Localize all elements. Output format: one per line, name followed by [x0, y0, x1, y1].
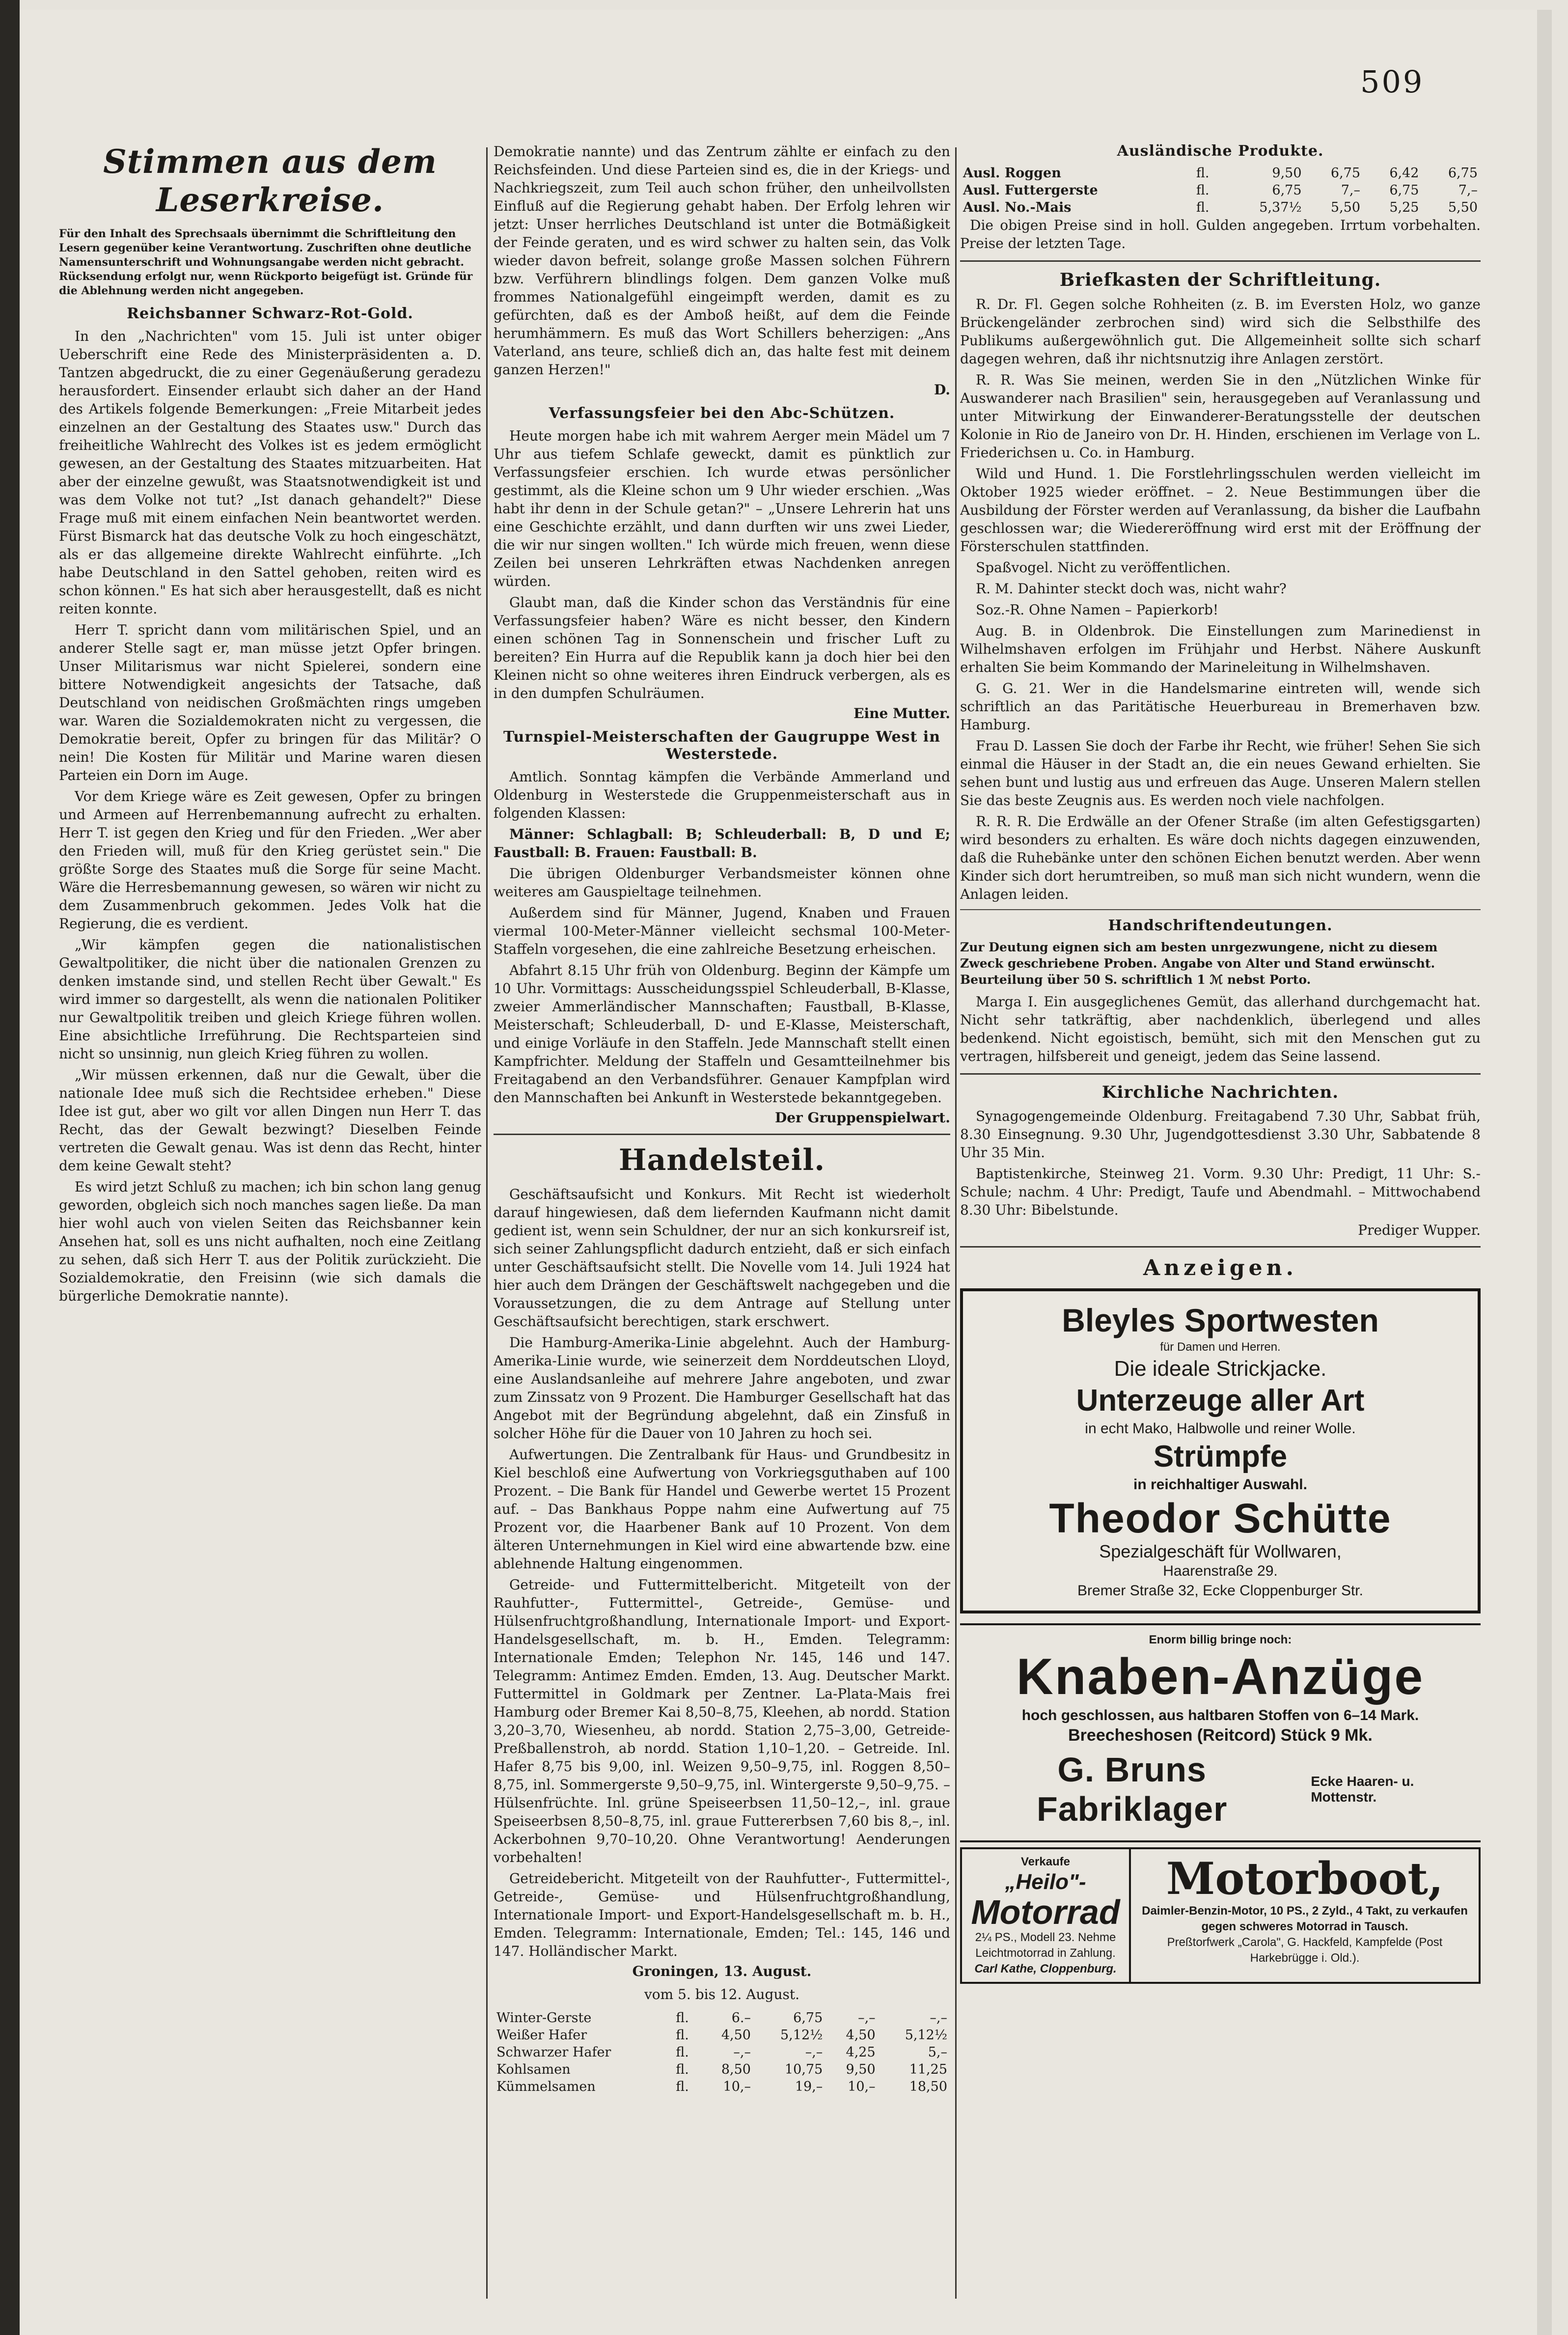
handwriting-note: Zur Deutung eignen sich am besten unrgezwungene, nicht zu diesem Zweck geschriebene Proben. Angabe von Alter und Stand erwünscht. Beurteilung über 50 S. schriftlich 1 ℳ nebst Porto.: [960, 940, 1438, 987]
ad-headline: Motorrad: [971, 1893, 1120, 1931]
ad-brand-name: Theodor Schütte: [1049, 1495, 1392, 1541]
handwriting-entry: Marga I. Ein ausgeglichenes Gemüt, das allerhand durchgemacht hat. Nicht sehr tatkräftig, aber nachdenklich, überlegend und alles bedenkend. Nicht egoistisch, bemüht, sich mit den Menschen gut zu vertragen, hilfsbereit und geneigt, jedem das Seine lassend.: [960, 994, 1481, 1064]
mailbox-entry: R. R. R. Die Erdwälle an der Ofener Straße (im alten Gefestigsgarten) wird besonders zu erhalten. Es wäre doch nichts dagegen einzuwenden, daß die Ruhebänke unter den schönen Eichen benutzt werden. Aber wenn Kinder sich dort herumtreiben, so muß man sich nicht wundern, wenn die Anlagen leiden.: [960, 813, 1481, 902]
article-paragraph: Es wird jetzt Schluß zu machen; ich bin schon lang genug geworden, obgleich sich noch manches sagen ließe. Da man hier wohl auch von vielen Seiten das Reichsbanner kein Ansehen hat, soll es uns nicht aufhalten, noch eine Zeitlang zu sehen, daß sich Herr T. aus der Politik zurückzieht. Die Sozialdemokratie, den Freisinn (wie sich damals die bürgerliche Demokratie nannte).: [59, 1179, 481, 1304]
signature: Der Gruppenspielwart.: [774, 1110, 950, 1126]
table-cell: Ausl. Futtergerste: [963, 183, 1098, 198]
article-paragraph: Männer: Schlagball: B; Schleuderball: B, D und E; Faustball: B. Frauen: Faustball: B.: [494, 826, 950, 861]
table-row: [494, 2027, 950, 2044]
table-cell: 6,75: [1272, 183, 1302, 198]
section-title-handelsteil: Handelsteil.: [618, 1143, 825, 1177]
article-paragraph: „Wir müssen erkennen, daß nur die Gewalt, über die nationale Idee muß sich die Rechtsidee erheben." Diese Idee ist gut, aber wo gilt vor allen Dingen nun Herr T. das Recht, das der Gewalt bezwingt? Dieselben Feinde vertreten die Gewalt genau. Was ist denn das Recht, hinter dem keine Gewalt steht?: [59, 1067, 481, 1174]
article-paragraph: In den „Nachrichten" vom 15. Juli ist unter obiger Ueberschrift eine Rede des Ministerpräsidenten a. D. Tantzen abgedruckt, die zu einer Gegenäußerung geradezu herausfordert. Einsender erlaubt sich daher an der Hand des Artikels folgende Bemerkungen: „Freie Mitarbeit jedes einzelnen an der Gestaltung des Staates usw." Durch das freiheitliche Wahlrecht des Volkes ist es jedem ermöglicht gewesen, an der Gestaltung des Staates mitzuarbeiten. Hat aber der einzelne gewußt, was Staatsnotwendigkeit ist und was dem Volke not tut? „Ist danach gehandelt?" Diese Frage muß mit einem einfachen Nein beantwortet werden. Fürst Bismarck hat das deutsche Volk zu hoch eingeschätzt, als er das allgemeine direkte Wahlrecht einführte. „Ich habe Deutschland in den Sattel gehoben, reiten wird es schon können." Es hat sich aber herausgestellt, daß es nicht reiten konnte.: [59, 328, 481, 617]
mailbox-entry: G. G. 21. Wer in die Handelsmarine eintreten will, wende sich schriftlich an das Paritätische Heuerbureau in Bremerhaven bzw. Hamburg.: [960, 680, 1481, 733]
advertisement-motorboot: [1131, 1849, 1479, 1982]
ad-address: Bremer Straße 32, Ecke Cloppenburger Str.: [1077, 1583, 1363, 1599]
section-divider: [960, 909, 1481, 910]
ad-headline: Unterzeuge aller Art: [1076, 1384, 1365, 1418]
signature: Prediger Wupper.: [1358, 1222, 1481, 1238]
table-note: Die obigen Preise sind in holl. Gulden angegeben. Irrtum vorbehalten. Preise der letzten Tage.: [960, 217, 1481, 251]
table-cell: Kohlsamen: [496, 2062, 571, 2077]
table-cell: fl.: [676, 2062, 689, 2077]
article-paragraph: „Wir kämpfen gegen die nationalistischen Gewaltpolitiker, die nicht über die nationalen Grenzen zu denken imstande sind, und stellen Recht über Gewalt." Es wird immer so dargestellt, als wenn die nationalen Politiker nur Gewaltpolitik treiben und gleich Kriege führen wollen. Eine absichtliche Irreführung. Die Rechtsparteien sind nicht so unsinnig, nun gleich Krieg führen zu wollen.: [59, 937, 481, 1062]
table-cell: 18,50: [909, 2079, 947, 2094]
ad-text: in echt Mako, Halbwolle und reiner Wolle.: [1085, 1420, 1356, 1437]
table-row: [960, 199, 1481, 216]
ad-text: Verkaufe: [1020, 1855, 1071, 1868]
column-rule: [486, 147, 488, 2299]
table-cell: 6.–: [731, 2010, 751, 2026]
ad-text: Breecheshosen (Reitcord) Stück 9 Mk.: [1068, 1726, 1373, 1745]
table-cell: 4,25: [846, 2045, 876, 2060]
ad-address: Haarenstraße 29.: [1163, 1563, 1278, 1579]
ad-address: Ecke Haaren- u. Mottenstr.: [1311, 1774, 1414, 1805]
table-cell: 5,50: [1330, 200, 1361, 215]
section-divider: [960, 260, 1481, 262]
column-notices-ads: [960, 142, 1481, 2313]
article-paragraph: Die übrigen Oldenburger Verbandsmeister können ohne weiteres am Gauspieltage teilnehmen.: [494, 865, 950, 900]
market-place-date: Groningen, 13. August.: [632, 1963, 812, 1979]
mailbox-entry: Wild und Hund. 1. Die Forstlehrlingsschulen werden vielleicht im Oktober 1925 wieder eröffnet. – 2. Neue Bestimmungen über die Ausbildung der Förster werden auf Veranlassung, da bisher die Laufbahn geschlossen war; die Wiedereröffnung wird erst mit der Eröffnung der Försterschulen stattfinden.: [960, 466, 1481, 555]
ad-text: für Damen und Herren.: [1160, 1340, 1281, 1354]
table-cell: 7,–: [1458, 183, 1478, 198]
mailbox-entry: R. R. Was Sie meinen, werden Sie in den „Nützlichen Winke für Auswanderer nach Brasilien" sein, herausgegeben auf Veranlassung und unter Mitwirkung der Einwanderer-Beratungsstelle der deutschen Kolonie in Rio de Janeiro von Dr. H. Hinden, erschienen im Verlage von L. Friederichsen u. Co. in Hamburg.: [960, 372, 1481, 461]
section-title-briefkasten: Briefkasten der Schriftleitung.: [1059, 270, 1381, 290]
ad-headline: Bleyles Sportwesten: [1062, 1302, 1379, 1338]
table-cell: fl.: [1196, 183, 1210, 198]
article-heading: Verfassungsfeier bei den Abc-Schützen.: [549, 405, 895, 422]
market-period: vom 5. bis 12. August.: [644, 1986, 800, 2002]
scan-edge: [0, 0, 20, 2335]
ad-text: 2¼ PS., Modell 23. Nehme Leichtmotorrad in Zahlung.: [975, 1931, 1116, 1960]
ad-headline: Motorboot,: [1166, 1853, 1444, 1905]
table-cell: –,–: [805, 2045, 823, 2060]
table-cell: –,–: [858, 2010, 876, 2026]
table-cell: 5,12½: [905, 2028, 947, 2043]
ad-text: hoch geschlossen, aus haltbaren Stoffen von 6–14 Mark.: [1021, 1707, 1419, 1723]
article-paragraph: Abfahrt 8.15 Uhr früh von Oldenburg. Beginn der Kämpfe um 10 Uhr. Vormittags: Ausscheidungsspiel Schleuderball, B-Klasse, zweier Ammerländischer Mannschaften; Faustball, B-Klasse, Meisterschaft; Schleuderball, D- und E-Klasse, Meisterschaft, und einige Vorläufe in den Staffeln. Jede Mannschaft stellt einen Kampfrichter. Meldung der Staffeln und Gesamtteilnehmer bis Freitagabend an den Verbandsführer. Genauer Kampfplan wird den Mannschaften bei Ankunft in Westerstede bekanntgegeben.: [494, 962, 950, 1106]
table-cell: 9,50: [1272, 166, 1302, 181]
mailbox-entry: Aug. B. in Oldenbrok. Die Einstellungen zum Marinedienst in Wilhelmshaven erfolgen im Frühjahr und Herbst. Nähere Auskunft erhalten Sie beim Kommando der Marineleitung in Wilhelmshaven.: [960, 623, 1481, 675]
table-row: [960, 182, 1481, 199]
table-cell: 8,50: [721, 2062, 751, 2077]
table-cell: 4,50: [846, 2028, 876, 2043]
article-paragraph: Geschäftsaufsicht und Konkurs. Mit Recht ist wiederholt darauf hingewiesen, daß dem liefernden Kaufmann nicht damit gedient ist, wenn sein Schuldner, der nur an sich konkursreif ist, sich seiner Zahlungspflicht dadurch entzieht, daß er sich einfach unter Geschäftsaufsicht stellt. Die Novelle vom 14. Juli 1924 hat hier auch dem Drängen der Geschäftswelt nachgegeben und die Voraussetzungen, die zu dem Antrage auf Stellung unter Geschäftsaufsicht berechtigen, stark erschwert.: [494, 1186, 950, 1330]
article-paragraph: Außerdem sind für Männer, Jugend, Knaben und Frauen viermal 100-Meter-Männer vielleicht sechsmal 100-Meter-Staffeln vorgesehen, die eine zahlreiche Besetzung erheischen.: [494, 905, 950, 957]
article-heading: Ausländische Produkte.: [1117, 142, 1324, 160]
article-paragraph: Demokratie nannte) und das Zentrum zählte er einfach zu den Reichsfeinden. Und diese Parteien sind es, die in der Kriegs- und Nachkriegszeit, zum Teil auch schon früher, den unheilvollsten Einfluß auf die Regierung gehabt haben. Der Erfolg lehren wir jetzt: Unser herrliches Deutschland ist unter die Botmäßigkeit der Feinde geraten, und es wird schwer zu halten sein, das Volk wieder davon befreit, solange große Massen solchen Führern bzw. Verführern blindlings folgen. Dem ganzen Volke muß frommes Nationalgefühl eingeimpft werden, damit es zu gefürchten, daß es der Amboß heißt, auf dem die Feinde herumhämmern. Es muß das Wort Schillers beherzigen: „Ans Vaterland, ans teure, schließ dich an, das halte fest mit deinem ganzen Herzen!": [494, 143, 950, 378]
table-row: [494, 2009, 950, 2027]
section-divider: [960, 1073, 1481, 1075]
table-cell: 7,–: [1341, 183, 1361, 198]
ad-text: Enorm billig bringe noch:: [1149, 1633, 1292, 1646]
mailbox-entry: R. Dr. Fl. Gegen solche Rohheiten (z. B. im Eversten Holz, wo ganze Brückengeländer zerbrochen sind) wird sich die Selbsthilfe des Publikums außergewöhnlich gut. Die Allgemeinheit sollte sich scharf dagegen wehren, daß ihr nichtsnutzig ihre Anlagen zerstört.: [960, 296, 1481, 367]
article-heading: Turnspiel-Meisterschaften der Gaugruppe West in Westerstede.: [503, 728, 941, 763]
table-cell: 5,25: [1389, 200, 1419, 215]
ad-text: Daimler-Benzin-Motor, 10 PS., 2 Zyld., 4 Takt, zu verkaufen gegen schweres Motorrad in Tausch.: [1142, 1904, 1468, 1933]
article-heading: Reichsbanner Schwarz-Rot-Gold.: [127, 305, 413, 322]
section-title-anzeigen: Anzeigen.: [1143, 1255, 1297, 1280]
mailbox-entry: Frau D. Lassen Sie doch der Farbe ihr Recht, wie früher! Sehen Sie sich einmal die Häuser in der Stadt an, die ein neues Gewand erhielten. Sie sehen bunt und lustig aus und erfreuen das Auge. Unseren Malern stellen Sie das beste Zeugnis aus. Es werden noch viele nachfolgen.: [960, 738, 1481, 808]
signature: Eine Mutter.: [853, 705, 950, 722]
grain-price-table: [494, 2009, 950, 2095]
ad-text: Carl Kathe, Cloppenburg.: [974, 1962, 1117, 1975]
column-readers-letters: [59, 142, 481, 2313]
table-cell: 6,75: [1448, 166, 1478, 181]
table-cell: Kümmelsamen: [496, 2079, 596, 2094]
article-paragraph: Getreidebericht. Mitgeteilt von der Rauhfutter-, Futtermittel-, Getreide-, Gemüse- und Hülsenfruchtgroßhandlung, Internationale Import- und Export-Handelsgesellschaft m. b. H., Emden. Telegramm: Internationale, Emden; Tel.: 145, 146 und 147. Holländischer Markt.: [494, 1870, 950, 1959]
table-cell: 10,–: [723, 2079, 751, 2094]
table-cell: 4,50: [721, 2028, 751, 2043]
table-cell: Ausl. Roggen: [963, 166, 1061, 181]
column-letters-commerce: [494, 142, 950, 2313]
section-divider: [960, 1246, 1481, 1248]
column-rule: [955, 147, 957, 2299]
table-cell: Winter-Gerste: [496, 2010, 592, 2026]
table-row: [494, 2061, 950, 2078]
table-cell: fl.: [676, 2079, 689, 2094]
ad-headline: „Heilo"-: [1005, 1870, 1086, 1894]
article-paragraph: Getreide- und Futtermittelbericht. Mitgeteilt von der Rauhfutter-, Futtermittel-, Getreide-, Gemüse- und Hülsenfruchtgroßhandlung, Internationale Import- und Export-Handelsgesellschaft, m. b. H., Emden. Telegramm: Internationale Emden; Telephon Nr. 145, 146 und 147. Telegramm: Antimez Emden. Emden, 13. Aug. Deutscher Markt. Futtermittel in Goldmark per Zentner. La-Plata-Mais frei Hamburg oder Bremer Kai 8,50–8,75, Kleehen, ab nordd. Station 3,20–3,70, Wiesenheu, ab nordd. Station 2,75–3,00, Getreide-Preßballenstroh, ab nordd. Station 1,10–1,20. – Getreide. Inl. Hafer 8,75 bis 9,00, inl. Weizen 9,50–9,75, inl. Roggen 8,50–8,75, inl. Sommergerste 9,50–9,75, inl. Wintergerste 9,50–9,75. – Hülsenfrüchte. Inl. grüne Speiseerbsen 11,50–12,–, inl. graue Speiseerbsen 8,50–8,75, inl. graue Futtererbsen 7,60 bis 8,–, inl. Ackerbohnen 9,70–10,20. Ohne Verantwortung! Aenderungen vorbehalten!: [494, 1577, 950, 1865]
table-cell: Weißer Hafer: [496, 2028, 587, 2043]
church-entry: Baptistenkirche, Steinweg 21. Vorm. 9.30 Uhr: Predigt, 11 Uhr: S.-Schule; nachm. 4 Uhr: Predigt, Taufe und Abendmahl. – Mittwochabend 8.30 Uhr: Bibelstunde.: [960, 1166, 1481, 1218]
page-margin: [1537, 10, 1552, 2335]
advertisement-knaben-anzuege: [960, 1623, 1481, 1842]
church-entry: Synagogengemeinde Oldenburg. Freitagabend 7.30 Uhr, Sabbat früh, 8.30 Einsegnung. 9.30 Uhr, Jugendgottesdienst 3.30 Uhr, Sabbatende 8 Uhr 35 Min.: [960, 1108, 1481, 1161]
table-cell: fl.: [1196, 200, 1210, 215]
ad-text: Die ideale Strickjacke.: [1114, 1357, 1327, 1381]
table-cell: 5,37½: [1259, 200, 1302, 215]
article-paragraph: Die Hamburg-Amerika-Linie abgelehnt. Auch der Hamburg-Amerika-Linie wurde, wie seinerzeit dem Norddeutschen Lloyd, eine Auslandsanleihe auf mehrere Jahre angeboten, und zwar zum Zinssatz von 9 Prozent. Die Hamburger Gesellschaft hat das Angebot mit der Begründung abgelehnt, daß ein Zinsfuß in solcher Höhe für die Dauer von 10 Jahren zu hoch sei.: [494, 1334, 950, 1442]
ad-brand-row: [960, 1750, 1481, 1829]
table-cell: 6,75: [1330, 166, 1361, 181]
table-row: [960, 165, 1481, 182]
article-paragraph: Glaubt man, daß die Kinder schon das Verständnis für eine Verfassungsfeier haben? Wäre es nicht besser, den Kindern einen schönen Tag in Sonnenschein und frischer Luft zu bereiten? Ein Hurra auf die Republik kann ja doch hier bei den Kleinen nicht so ohne weiteres ihren Eindruck verbergen, als es in den dumpfen Schulräumen.: [494, 594, 950, 701]
section-divider: [494, 1134, 950, 1135]
article-paragraph: Aufwertungen. Die Zentralbank für Haus- und Grundbesitz in Kiel beschloß eine Aufwertung von Vorkriegsguthaben auf 100 Prozent. – Die Bank für Handel und Gewerbe wertet 15 Prozent auf. – Das Bankhaus Poppe nahm eine Aufwertung auf 75 Prozent vor, die Haarbener Bank auf 10 Prozent. Von dem älteren Unternehmungen in Kiel wird eine abwartende bzw. eine ablehnende Haltung eingenommen.: [494, 1446, 950, 1572]
ad-brand-name: G. Bruns Fabriklager: [1036, 1751, 1228, 1828]
signature: D.: [934, 382, 950, 398]
table-cell: Ausl. No.-Mais: [963, 200, 1072, 215]
foreign-products-table: [960, 165, 1481, 216]
article-paragraph: Vor dem Kriege wäre es Zeit gewesen, Opfer zu bringen und Armeen auf Herrenbemannung aufrecht zu erhalten. Herr T. ist gegen den Krieg und für den Frieden. „Wer aber den Frieden will, muß für den Krieg gerüstet sein." Die größte Sorge des Staates muß die Sorge für seine Macht. Wäre die Herresbemannung gewesen, so wären wir nicht zu dem Zusammenbruch gekommen. Jedes Volk hat die Regierung, die es verdient.: [59, 788, 481, 932]
table-row: [494, 2044, 950, 2061]
ad-text: in reichhaltiger Auswahl.: [1133, 1476, 1307, 1493]
table-cell: 5,12½: [780, 2028, 823, 2043]
table-cell: –,–: [930, 2010, 947, 2026]
ad-headline: Knaben-Anzüge: [1016, 1648, 1425, 1705]
table-cell: 5,–: [928, 2045, 947, 2060]
table-cell: –,–: [733, 2045, 751, 2060]
table-cell: 10,75: [785, 2062, 823, 2077]
section-title-handwriting: Handschriftendeutungen.: [1108, 917, 1333, 934]
advertisement-bleyles: [960, 1288, 1481, 1613]
mailbox-entry: R. M. Dahinter steckt doch was, nicht wahr?: [976, 581, 1287, 597]
table-cell: fl.: [1196, 166, 1210, 181]
table-cell: fl.: [676, 2010, 689, 2026]
advertisement-row-motor: [960, 1847, 1481, 1984]
table-cell: 9,50: [846, 2062, 876, 2077]
table-cell: 5,50: [1448, 200, 1478, 215]
ad-text: Preßtorfwerk „Carola", G. Hackfeld, Kampfelde (Post Harkebrügge i. Old.).: [1167, 1936, 1443, 1965]
table-cell: 19,–: [795, 2079, 823, 2094]
table-cell: 6,42: [1389, 166, 1419, 181]
table-cell: 10,–: [848, 2079, 876, 2094]
section-title-church: Kirchliche Nachrichten.: [1101, 1083, 1339, 1102]
ad-text: Spezialgeschäft für Wollwaren,: [1099, 1541, 1342, 1561]
article-paragraph: Amtlich. Sonntag kämpfen die Verbände Ammerland und Oldenburg in Westerstede die Gruppenmeisterschaft aus in folgenden Klassen:: [494, 769, 950, 821]
table-cell: fl.: [676, 2028, 689, 2043]
page-number: 509: [1360, 64, 1425, 100]
mailbox-entry: Soz.-R. Ohne Namen – Papierkorb!: [976, 602, 1219, 618]
article-paragraph: Herr T. spricht dann vom militärischen Spiel, und an anderer Stelle sagt er, man müsse jetzt Opfer bringen. Unser Militarismus war nicht Spielerei, sondern eine bittere Notwendigkeit angesichts der Tatsache, daß Deutschland von neidischen Großmächten rings umgeben war. Waren die Sozialdemokraten nicht zu vergessen, die Demokratie bereit, Opfer zu bringen für das Militär? O nein! Die Kosten für Militär und Marine waren diesen Parteien ein Dorn im Auge.: [59, 622, 481, 783]
table-row: [494, 2078, 950, 2095]
advertisement-motorrad: [962, 1849, 1131, 1982]
article-paragraph: Heute morgen habe ich mit wahrem Aerger mein Mädel um 7 Uhr aus tiefem Schlafe geweckt, damit es pünktlich zur Verfassungsfeier erschien. Ich wurde etwas persönlicher gestimmt, als die Kleine schon um 9 Uhr wieder erschien. „Was habt ihr denn in der Schule getan?" – „Unsere Lehrerin hat uns eine Geschichte erzählt, und dann durften wir uns zwei Lieder, die wir nur singen wollten." Ich würde mich freuen, wenn diese Zeilen bei unseren Lehrkräften etwas Nachdenken anregen würden.: [494, 428, 950, 589]
section-title: Stimmen aus dem Leserkreise.: [103, 142, 437, 219]
table-cell: 6,75: [1389, 183, 1419, 198]
mailbox-entry: Spaßvogel. Nicht zu veröffentlichen.: [976, 559, 1231, 576]
table-cell: Schwarzer Hafer: [496, 2045, 611, 2060]
ad-headline: Strümpfe: [1153, 1440, 1288, 1473]
editor-disclaimer: Für den Inhalt des Sprechsaals übernimmt die Schriftleitung den Lesern gegenüber keine Verantwortung. Zuschriften ohne deutliche Namensunterschrift und Wohnungsangabe werden nicht gebracht. Rücksendung erfolgt nur, wenn Rückporto beigefügt ist. Gründe für die Ablehnung werden nicht angegeben.: [59, 227, 473, 297]
table-cell: fl.: [676, 2045, 689, 2060]
table-cell: 6,75: [793, 2010, 823, 2026]
table-cell: 11,25: [909, 2062, 947, 2077]
